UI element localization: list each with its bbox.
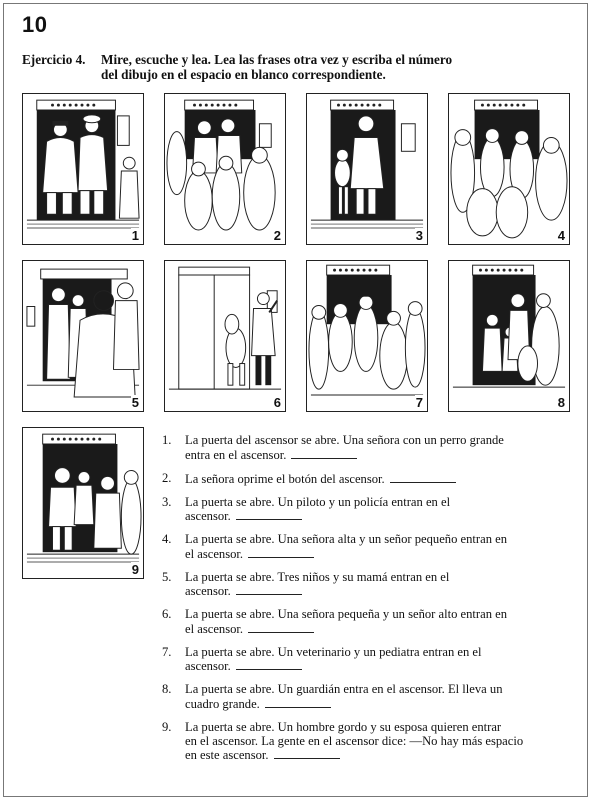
- sentence-item: [162, 683, 582, 711]
- sentence-line: La puerta se abre. Tres niños y su mamá entran en el: [185, 569, 450, 584]
- instruction-line-1: Mire, escuche y lea. Lea las frases otra vez y escriba el número: [101, 52, 453, 67]
- sentence-line: el ascensor.: [185, 546, 244, 561]
- answer-blank[interactable]: [291, 448, 357, 459]
- elevator-illustration: [23, 261, 143, 411]
- elevator-illustration: [307, 94, 427, 244]
- sentence-item: [162, 472, 582, 487]
- sentence-item: [162, 608, 582, 636]
- answer-blank[interactable]: [265, 697, 331, 708]
- elevator-illustration: [23, 428, 143, 578]
- answer-blank[interactable]: [236, 659, 302, 670]
- sentence-number: 2.: [162, 470, 172, 485]
- elevator-illustration: [449, 261, 569, 411]
- sentence-line: La puerta se abre. Una señora alta y un señor pequeño entran en: [185, 532, 508, 547]
- sentence-item: [162, 496, 582, 524]
- illustration-panel-9: [22, 427, 144, 579]
- illustration-panel-7: [306, 260, 428, 412]
- panel-number: 2: [273, 228, 281, 243]
- sentence-list: [162, 434, 582, 772]
- sentence-number: 3.: [162, 494, 172, 509]
- sentence-number: 9.: [162, 720, 172, 735]
- instruction-line-2: del dibujo en el espacio en blanco correspondiente.: [101, 67, 386, 82]
- sentence-item: [162, 646, 582, 674]
- answer-blank[interactable]: [248, 547, 314, 558]
- sentence-line: La puerta se abre. Una señora pequeña y un señor alto entran en: [185, 607, 508, 622]
- answer-blank[interactable]: [236, 584, 302, 595]
- sentence-item: [162, 721, 582, 763]
- illustration-panel-4: [448, 93, 570, 245]
- panel-number: 1: [131, 228, 139, 243]
- illustration-panel-2: [164, 93, 286, 245]
- illustration-panel-3: [306, 93, 428, 245]
- exercise-label: Ejercicio 4.: [22, 52, 86, 67]
- panel-number: 5: [131, 395, 139, 410]
- panel-number: 9: [131, 562, 139, 577]
- elevator-illustration: [449, 94, 569, 244]
- answer-blank[interactable]: [248, 622, 314, 633]
- sentence-line: La señora oprime el botón del ascensor.: [185, 471, 385, 486]
- elevator-illustration: [165, 94, 285, 244]
- sentence-item: [162, 434, 582, 462]
- answer-blank[interactable]: [390, 472, 456, 483]
- sentence-number: 6.: [162, 607, 172, 622]
- panel-number: 4: [557, 228, 565, 243]
- sentence-number: 5.: [162, 569, 172, 584]
- panel-number: 6: [273, 395, 281, 410]
- panel-number: 3: [415, 228, 423, 243]
- answer-blank[interactable]: [274, 748, 340, 759]
- illustration-panel-5: [22, 260, 144, 412]
- sentence-item: [162, 571, 582, 599]
- sentence-line: La puerta se abre. Un veterinario y un pediatra entran en el: [185, 644, 482, 659]
- answer-blank[interactable]: [236, 509, 302, 520]
- panel-number: 7: [415, 395, 423, 410]
- sentence-line: La puerta se abre. Un guardián entra en el ascensor. El lleva un: [185, 682, 503, 697]
- sentence-line: ascensor.: [185, 509, 231, 524]
- sentence-line: entra en el ascensor.: [185, 447, 287, 462]
- sentence-item: [162, 533, 582, 561]
- exercise-heading: [22, 52, 542, 82]
- illustration-panel-8: [448, 260, 570, 412]
- sentence-line: ascensor.: [185, 584, 231, 599]
- sentence-number: 4.: [162, 532, 172, 547]
- page-number: 10: [22, 12, 48, 37]
- panel-number: 8: [557, 395, 565, 410]
- sentence-number: 8.: [162, 682, 172, 697]
- sentence-line: La puerta se abre. Un hombre gordo y su esposa quieren entrar: [185, 720, 502, 735]
- sentence-line: La puerta del ascensor se abre. Una señora con un perro grande: [185, 433, 504, 447]
- elevator-illustration: [307, 261, 427, 411]
- elevator-illustration: [23, 94, 143, 244]
- elevator-illustration: [165, 261, 285, 411]
- sentence-line: en el ascensor. La gente en el ascensor dice: —No hay más espacio: [185, 733, 524, 748]
- sentence-line: ascensor.: [185, 659, 231, 674]
- illustration-panel-1: [22, 93, 144, 245]
- sentence-line: La puerta se abre. Un piloto y un policía entran en el: [185, 494, 451, 509]
- sentence-line: en este ascensor.: [185, 748, 269, 763]
- sentence-line: el ascensor.: [185, 621, 244, 636]
- sentence-line: cuadro grande.: [185, 697, 260, 712]
- sentence-number: 1.: [162, 433, 172, 447]
- sentence-number: 7.: [162, 644, 172, 659]
- illustration-panel-6: [164, 260, 286, 412]
